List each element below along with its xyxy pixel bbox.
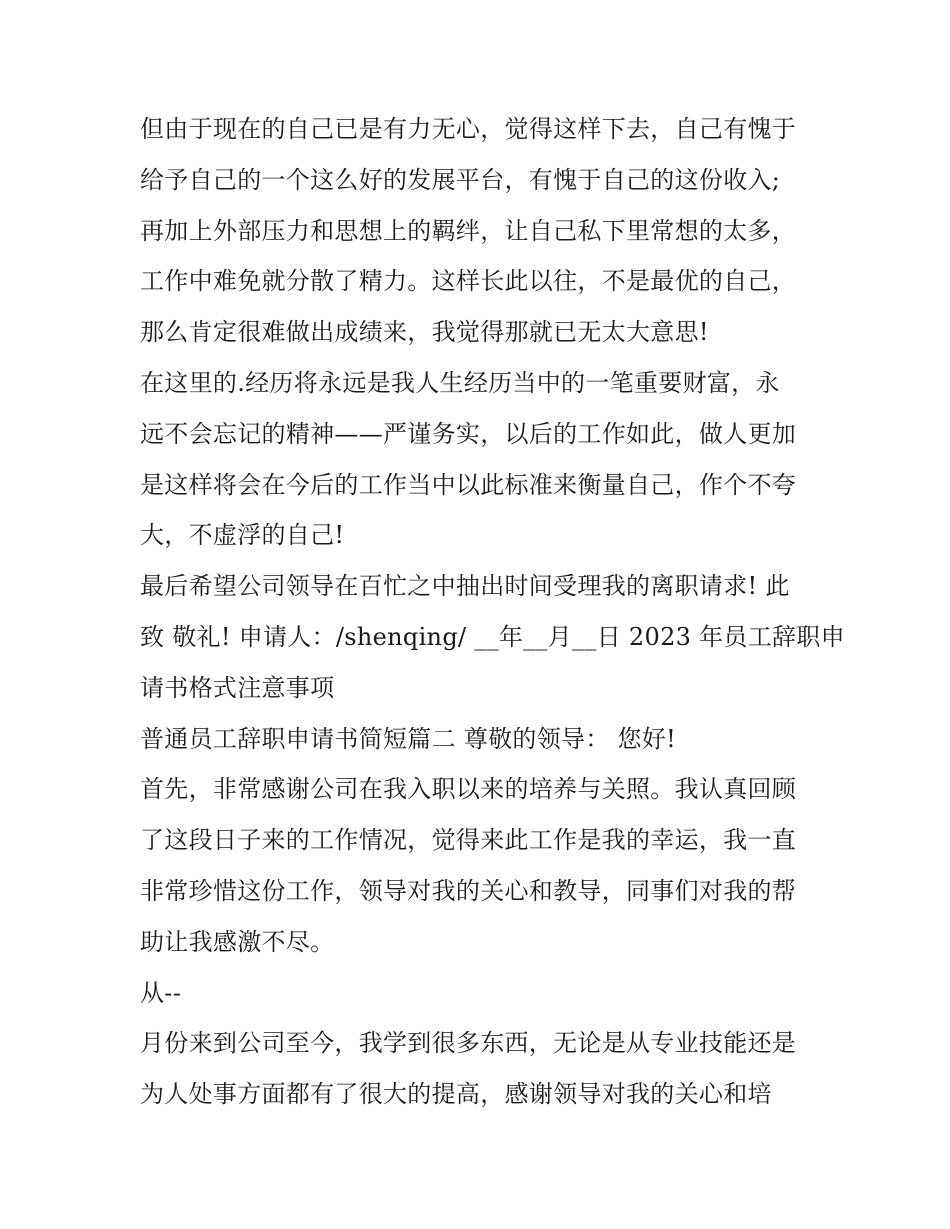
- text-line: 致 敬礼! 申请人：/shenqing/ __年__月__日 2023 年员工辞职申: [140, 622, 845, 651]
- text-line: 了这段日子来的工作情况，觉得来此工作是我的幸运，我一直: [140, 826, 797, 855]
- text-line: 在这里的.经历将永远是我人生经历当中的一笔重要财富，永: [140, 368, 780, 397]
- text-line: 普通员工辞职申请书简短篇二 尊敬的领导： 您好!: [140, 724, 677, 753]
- text-line: 最后希望公司领导在百忙之中抽出时间受理我的离职请求! 此: [140, 572, 790, 601]
- text-line: 那么肯定很难做出成绩来，我觉得那就已无太大意思!: [140, 318, 709, 347]
- text-line: 非常珍惜这份工作，领导对我的关心和教导，同事们对我的帮: [140, 876, 797, 905]
- text-line: 从--: [140, 978, 182, 1007]
- text-line: 月份来到公司至今，我学到很多东西，无论是从专业技能还是: [140, 1029, 797, 1058]
- text-line: 请书格式注意事项: [140, 673, 335, 702]
- text-line: 助让我感激不尽。: [140, 927, 335, 956]
- text-line: 首先，非常感谢公司在我入职以来的培养与关照。我认真回顾: [140, 775, 797, 804]
- document-body: [140, 104, 845, 1120]
- text-line: 远不会忘记的精神——严谨务实，以后的工作如此，做人更加: [140, 419, 797, 448]
- text-line: 但由于现在的自己已是有力无心，觉得这样下去，自己有愧于: [140, 115, 797, 143]
- text-line: 工作中难免就分散了精力。这样长此以往，不是最优的自己，: [140, 267, 797, 296]
- text-line: 为人处事方面都有了很大的提高，感谢领导对我的关心和培: [140, 1080, 772, 1109]
- text-line: 给予自己的一个这么好的发展平台，有愧于自己的这份收入;: [140, 165, 781, 194]
- text-line: 再加上外部压力和思想上的羁绊，让自己私下里常想的太多，: [140, 216, 797, 245]
- text-line: 大，不虚浮的自己!: [140, 521, 345, 550]
- text-line: 是这样将会在今后的工作当中以此标准来衡量自己，作个不夸: [140, 470, 797, 499]
